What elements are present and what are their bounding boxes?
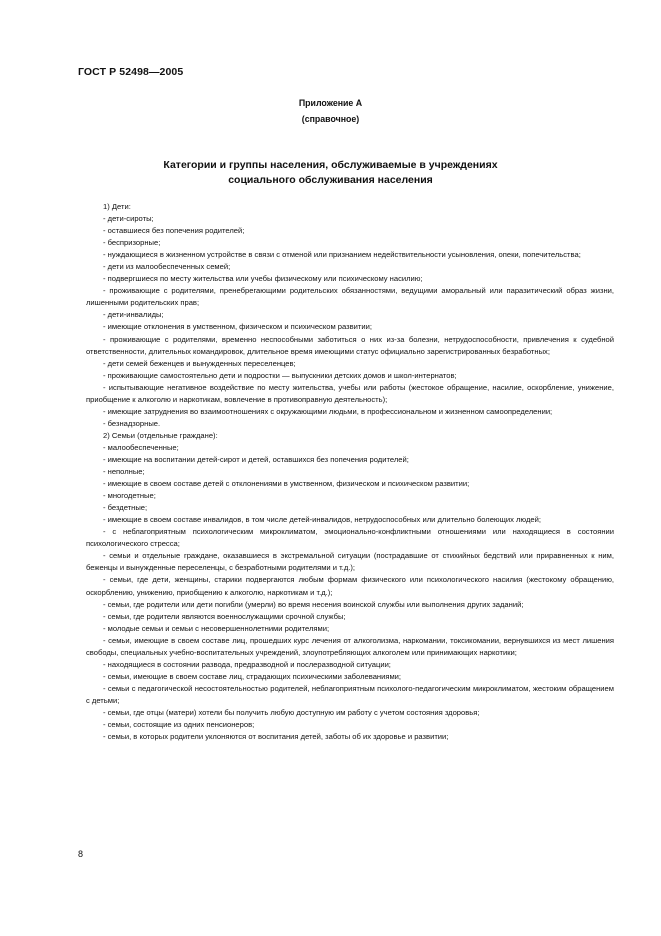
document-body	[86, 201, 614, 743]
list-item: - проживающие с родителями, пренебрегающими родительских обязанностями, ведущими аморальный или паразитический образ жизни, лишенными родительских прав;	[86, 286, 614, 308]
list-item: - малообеспеченные;	[103, 442, 179, 452]
list-item: - имеющие затруднения во взаимоотношениях с окружающими людьми, в профессиональном и жизненном самоопределении;	[103, 406, 553, 416]
list-item: - семьи, имеющие в своем составе лиц, прошедших курс лечения от алкоголизма, наркомании, токсикомании, вернувшихся из мест лишения свободы, специальных учебно-воспитательных учреждений, злоупотребляющих алкоголем или принимающих наркотики;	[86, 635, 614, 657]
list-item: - нуждающиеся в жизненном устройстве в связи с отменой или признанием недействительности усыновления, опеки, попечительства;	[103, 250, 581, 260]
section-title-line-2: социального обслуживания населения	[228, 174, 433, 186]
list-item: - семьи, состоящие из одних пенсионеров;	[103, 720, 255, 730]
list-item: - находящиеся в состоянии развода, предразводной и послеразводной ситуации;	[103, 659, 391, 669]
list-item: - семьи, где родители являются военнослужащими срочной службы;	[103, 611, 346, 621]
list-item: - подвергшиеся по месту жительства или учебы физическому или психическому насилию;	[103, 274, 423, 284]
list-item: - дети семей беженцев и вынужденных переселенцев;	[103, 358, 296, 368]
list-item: - дети-инвалиды;	[103, 310, 164, 320]
list-item: - проживающие самостоятельно дети и подростки — выпускники детских домов и школ-интернатов;	[103, 370, 457, 380]
list-item: - оставшиеся без попечения родителей;	[103, 226, 245, 236]
list-item: - семьи, имеющие в своем составе лиц, страдающих психическими заболеваниями;	[103, 671, 402, 681]
list-item: - семьи с педагогической несостоятельностью родителей, неблагоприятным психолого-педагогическим микроклиматом, жестоким обращением с детьми;	[86, 683, 614, 705]
list-item: - имеющие отклонения в умственном, физическом и психическом развитии;	[103, 322, 372, 332]
list-item: - испытывающие негативное воздействие по месту жительства, учебы или работы (жестокое обращение, насилие, оскорбление, унижение, приобщение к алкоголю и наркотикам, вовлечение в противоправную деятельность);	[86, 382, 614, 404]
list-item: - безнадзорные.	[103, 418, 161, 428]
list-item: - семьи, в которых родители уклоняются от воспитания детей, заботы об их здоровье и развитии;	[103, 732, 449, 742]
list-item: - многодетные;	[103, 491, 156, 501]
list-item: - имеющие в своем составе детей с отклонениями в умственном, физическом и психическом развитии;	[103, 479, 470, 489]
list-item: - семьи, где дети, женщины, старики подвергаются любым формам физического или психологического насилия (жестокому обращению, оскорблению, унижению, приобщению к алкоголю, наркотикам и т.д.);	[86, 575, 614, 597]
list-item: - имеющие на воспитании детей-сирот и детей, оставшихся без попечения родителей;	[103, 454, 409, 464]
appendix-label: Приложение А	[298, 98, 363, 108]
list-item: - семьи и отдельные граждане, оказавшиеся в экстремальной ситуации (пострадавшие от стихийных бедствий или приравненных к ним, беженцы и вынужденные переселенцы, с безработными родителями и т.д.);	[86, 551, 614, 573]
list-item: - проживающие с родителями, временно неспособными заботиться о них из-за болезни, нетрудоспособности, привлечения к судебной ответственности, длительных командировок, длительное время имеющими статус официально зарегистрированных безработных;	[86, 334, 614, 356]
section-title	[0, 158, 661, 188]
appendix-type: (справочное)	[301, 114, 360, 124]
list-item: - беспризорные;	[103, 238, 161, 248]
list-item: 1) Дети:	[103, 202, 131, 211]
list-item: 2) Семьи (отдельные граждане):	[103, 430, 218, 440]
list-item: - дети-сироты;	[103, 214, 154, 224]
list-item: - бездетные;	[103, 503, 148, 513]
appendix-heading	[0, 95, 661, 127]
section-title-line-1: Категории и группы населения, обслуживаемые в учреждениях	[163, 159, 498, 171]
list-item: - неполные;	[103, 467, 145, 477]
list-item: - дети из малообеспеченных семей;	[103, 262, 231, 272]
list-item: - с неблагоприятным психологическим микроклиматом, эмоционально-конфликтными отношениями или находящиеся в состоянии психологического стресса;	[86, 527, 614, 549]
list-item: - семьи, где родители или дети погибли (умерли) во время несения воинской службы или выполнения других заданий;	[103, 599, 524, 609]
list-item: - молодые семьи и семьи с несовершеннолетними родителями;	[103, 623, 330, 633]
list-item: - имеющие в своем составе инвалидов, в том числе детей-инвалидов, нетрудоспособных или длительно болеющих людей;	[103, 515, 541, 525]
list-item: - семьи, где отцы (матери) хотели бы получить любую доступную им работу с учетом состояния здоровья;	[103, 707, 480, 717]
page-number: 8	[78, 849, 84, 859]
document-header-standard: ГОСТ Р 52498—2005	[78, 66, 184, 78]
